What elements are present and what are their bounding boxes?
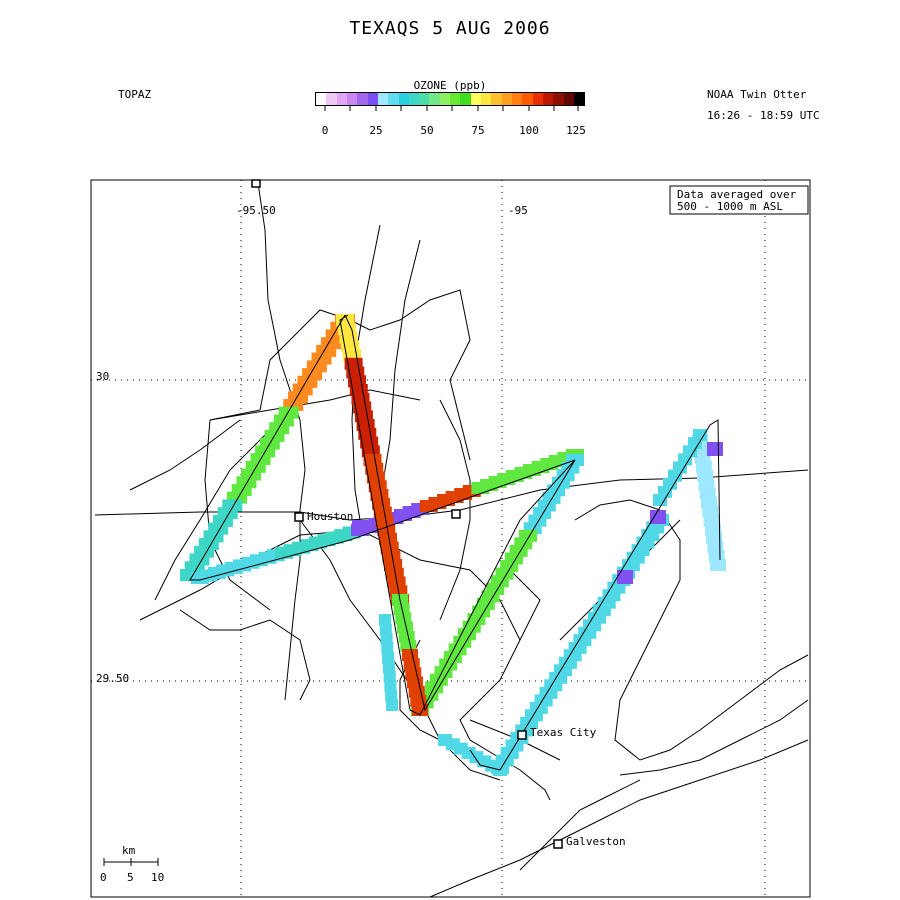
city-marker-texas-city <box>518 731 526 739</box>
instrument-label: TOPAZ <box>118 88 152 101</box>
longitude-label: -95 <box>508 204 528 217</box>
ozone-cell-low <box>650 510 666 524</box>
city-label-houston: Houston <box>307 510 354 523</box>
scale-bar-label: 0 <box>100 871 107 884</box>
colorbar-tick-label: 0 <box>321 124 329 137</box>
latitude-label: 30 <box>96 370 110 383</box>
time-range-label: 16:26 - 18:59 UTC <box>707 109 820 122</box>
ozone-cell-low <box>617 570 633 584</box>
map-marker <box>452 510 460 518</box>
map-marker <box>252 180 260 187</box>
scale-bar <box>104 858 158 866</box>
ozone-cell-low <box>352 520 368 534</box>
colorbar-tick-label: 75 <box>471 124 485 137</box>
aircraft-label: NOAA Twin Otter <box>707 88 807 101</box>
city-marker-galveston <box>554 840 562 848</box>
ozone-cell <box>710 559 726 571</box>
city-label-texas-city: Texas City <box>530 726 597 739</box>
annotation-line-2: 500 - 1000 m ASL <box>677 200 783 213</box>
ozone-cell <box>386 699 398 711</box>
colorbar-tick-label: 125 <box>566 124 586 137</box>
colorbar-title: OZONE (ppb) <box>413 79 487 92</box>
colorbar-tick-marks <box>325 106 578 111</box>
map-title: TEXAQS 5 AUG 2006 <box>349 18 551 39</box>
colorbar-tick-label: 25 <box>369 124 383 137</box>
longitude-label: -95.50 <box>236 204 276 217</box>
scale-bar-label: 10 <box>151 871 165 884</box>
ozone-cell-low <box>707 442 723 456</box>
annotation-line-1: Data averaged over <box>677 188 797 201</box>
city-label-galveston: Galveston <box>566 835 626 848</box>
scale-bar-label: 5 <box>127 871 134 884</box>
ozone-track-cells <box>180 314 726 776</box>
latitude-label: 29.50 <box>96 672 130 685</box>
city-marker-houston <box>295 513 303 521</box>
colorbar-tick-label: 50 <box>420 124 434 137</box>
colorbar-tick-label: 100 <box>519 124 539 137</box>
scale-bar-unit: km <box>122 844 136 857</box>
